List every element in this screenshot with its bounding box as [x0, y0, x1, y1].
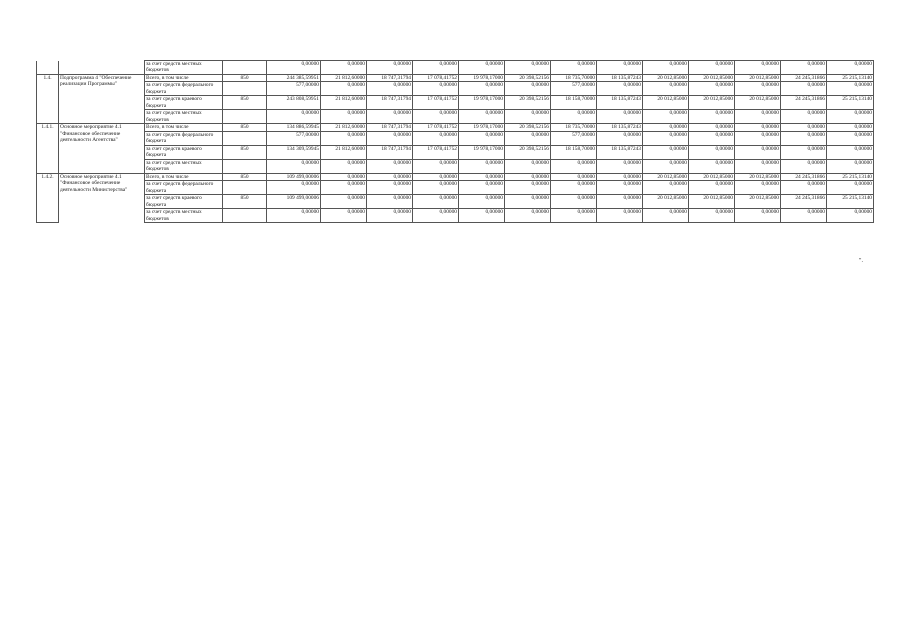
- amount-cell: 0,00000: [643, 209, 689, 223]
- amount-cell: 0,00000: [321, 82, 367, 96]
- budget-code-cell: 850: [223, 124, 267, 131]
- funding-source-cell: за счет средств краевого бюджета: [145, 195, 223, 209]
- amount-cell: 0,00000: [735, 131, 781, 145]
- program-name-cell: Подпрограмма 4 "Обеспечение реализации Программы": [59, 75, 145, 124]
- budget-code-cell: [223, 110, 267, 124]
- amount-cell: 21 812,60000: [321, 75, 367, 82]
- amount-cell: 0,00000: [827, 181, 874, 195]
- amount-cell: 0,00000: [321, 173, 367, 180]
- amount-cell: 0,00000: [735, 181, 781, 195]
- amount-cell: 109 499,00006: [267, 195, 321, 209]
- amount-cell: 0,00000: [321, 110, 367, 124]
- amount-cell: 0,00000: [459, 82, 505, 96]
- amount-cell: 577,00000: [551, 131, 597, 145]
- amount-cell: 0,00000: [505, 159, 551, 173]
- amount-cell: 0,00000: [267, 110, 321, 124]
- amount-cell: 0,00000: [827, 209, 874, 223]
- amount-cell: 0,00000: [643, 159, 689, 173]
- amount-cell: 18 135,87243: [597, 145, 643, 159]
- amount-cell: 18 135,87243: [597, 96, 643, 110]
- table-row: [37, 61, 874, 75]
- amount-cell: 134 309,59945: [267, 145, 321, 159]
- amount-cell: 18 747,31794: [367, 124, 413, 131]
- row-number-cell: 1.4.2.: [37, 173, 59, 222]
- budget-code-cell: 850: [223, 173, 267, 180]
- funding-source-cell: за счет средств местных бюджетов: [145, 110, 223, 124]
- amount-cell: 20 012,85000: [643, 96, 689, 110]
- amount-cell: 0,00000: [689, 159, 735, 173]
- amount-cell: 0,00000: [735, 209, 781, 223]
- amount-cell: 0,00000: [505, 195, 551, 209]
- amount-cell: 0,00000: [781, 110, 827, 124]
- amount-cell: 17 078,41752: [413, 145, 459, 159]
- amount-cell: 0,00000: [367, 110, 413, 124]
- funding-source-cell: за счет средств местных бюджетов: [145, 209, 223, 223]
- amount-cell: 0,00000: [827, 61, 874, 75]
- funding-source-cell: за счет средств местных бюджетов: [145, 159, 223, 173]
- amount-cell: 577,00000: [267, 82, 321, 96]
- amount-cell: 0,00000: [689, 181, 735, 195]
- amount-cell: 0,00000: [367, 173, 413, 180]
- amount-cell: 20 398,52156: [505, 145, 551, 159]
- amount-cell: 0,00000: [735, 124, 781, 131]
- amount-cell: 0,00000: [781, 159, 827, 173]
- amount-cell: 0,00000: [735, 82, 781, 96]
- amount-cell: 0,00000: [505, 82, 551, 96]
- amount-cell: 0,00000: [643, 82, 689, 96]
- amount-cell: 19 978,17000: [459, 75, 505, 82]
- amount-cell: 0,00000: [459, 61, 505, 75]
- funding-source-cell: за счет средств краевого бюджета: [145, 96, 223, 110]
- table-row: [37, 145, 874, 159]
- amount-cell: 20 398,52156: [505, 124, 551, 131]
- amount-cell: 0,00000: [267, 61, 321, 75]
- amount-cell: 24 245,31866: [781, 75, 827, 82]
- amount-cell: 20 012,85000: [735, 173, 781, 180]
- amount-cell: 0,00000: [551, 110, 597, 124]
- amount-cell: 20 398,52156: [505, 96, 551, 110]
- amount-cell: 0,00000: [597, 181, 643, 195]
- amount-cell: 0,00000: [321, 159, 367, 173]
- amount-cell: 0,00000: [781, 145, 827, 159]
- amount-cell: 0,00000: [827, 159, 874, 173]
- amount-cell: 0,00000: [827, 131, 874, 145]
- amount-cell: 0,00000: [413, 173, 459, 180]
- table-row: [37, 173, 874, 180]
- amount-cell: 25 215,13140: [827, 195, 874, 209]
- row-number-cell: [37, 61, 59, 75]
- amount-cell: 0,00000: [735, 61, 781, 75]
- row-number-cell: 1.4.: [37, 75, 59, 124]
- funding-source-cell: Всего, в том числе: [145, 124, 223, 131]
- amount-cell: 0,00000: [827, 124, 874, 131]
- amount-cell: 0,00000: [321, 61, 367, 75]
- table-row: [37, 96, 874, 110]
- budget-code-cell: [223, 131, 267, 145]
- budget-code-cell: 850: [223, 195, 267, 209]
- amount-cell: 0,00000: [505, 209, 551, 223]
- amount-cell: 0,00000: [597, 159, 643, 173]
- amount-cell: 0,00000: [689, 82, 735, 96]
- amount-cell: 0,00000: [505, 181, 551, 195]
- amount-cell: 0,00000: [827, 145, 874, 159]
- amount-cell: 244 385,59951: [267, 75, 321, 82]
- program-name-cell: [59, 61, 145, 75]
- amount-cell: 0,00000: [643, 181, 689, 195]
- funding-source-cell: за счет средств федерального бюджета: [145, 181, 223, 195]
- amount-cell: 0,00000: [551, 209, 597, 223]
- amount-cell: 0,00000: [689, 209, 735, 223]
- amount-cell: 0,00000: [735, 159, 781, 173]
- amount-cell: 0,00000: [551, 61, 597, 75]
- budget-code-cell: 850: [223, 145, 267, 159]
- amount-cell: 0,00000: [459, 110, 505, 124]
- amount-cell: 0,00000: [689, 110, 735, 124]
- amount-cell: 0,00000: [781, 131, 827, 145]
- amount-cell: 0,00000: [505, 110, 551, 124]
- budget-code-cell: [223, 159, 267, 173]
- budget-code-cell: [223, 61, 267, 75]
- program-name-cell: Основное мероприятие 4.1 "Финансовое обеспечение деятельности Министерства": [59, 173, 145, 222]
- funding-source-cell: за счет средств краевого бюджета: [145, 145, 223, 159]
- amount-cell: 20 398,52156: [505, 75, 551, 82]
- amount-cell: 0,00000: [551, 181, 597, 195]
- funding-source-cell: Всего, в том числе: [145, 75, 223, 82]
- amount-cell: 21 812,60000: [321, 96, 367, 110]
- amount-cell: 0,00000: [643, 145, 689, 159]
- amount-cell: 18 747,31794: [367, 145, 413, 159]
- amount-cell: 0,00000: [643, 124, 689, 131]
- amount-cell: 0,00000: [689, 124, 735, 131]
- amount-cell: 0,00000: [551, 173, 597, 180]
- amount-cell: 0,00000: [413, 159, 459, 173]
- amount-cell: 134 886,59945: [267, 124, 321, 131]
- amount-cell: 0,00000: [597, 209, 643, 223]
- amount-cell: 18 158,70000: [551, 145, 597, 159]
- amount-cell: 0,00000: [781, 124, 827, 131]
- budget-code-cell: [223, 82, 267, 96]
- amount-cell: 0,00000: [643, 110, 689, 124]
- amount-cell: 19 978,17000: [459, 124, 505, 131]
- amount-cell: 25 215,13140: [827, 75, 874, 82]
- amount-cell: 0,00000: [413, 195, 459, 209]
- amount-cell: 20 012,85000: [735, 75, 781, 82]
- amount-cell: 0,00000: [367, 181, 413, 195]
- amount-cell: 18 747,31794: [367, 75, 413, 82]
- amount-cell: 0,00000: [735, 110, 781, 124]
- amount-cell: 0,00000: [597, 82, 643, 96]
- amount-cell: 17 078,41752: [413, 96, 459, 110]
- amount-cell: 0,00000: [367, 195, 413, 209]
- amount-cell: 24 245,31866: [781, 195, 827, 209]
- amount-cell: 0,00000: [321, 131, 367, 145]
- amount-cell: 0,00000: [551, 159, 597, 173]
- amount-cell: 0,00000: [367, 61, 413, 75]
- table-row: [37, 159, 874, 173]
- table-row: [37, 75, 874, 82]
- amount-cell: 0,00000: [459, 173, 505, 180]
- amount-cell: 19 978,17000: [459, 96, 505, 110]
- amount-cell: 0,00000: [413, 131, 459, 145]
- amount-cell: 577,00000: [267, 131, 321, 145]
- amount-cell: 577,00000: [551, 82, 597, 96]
- amount-cell: 25 215,13140: [827, 173, 874, 180]
- amount-cell: 0,00000: [321, 209, 367, 223]
- table-row: [37, 124, 874, 131]
- amount-cell: 24 245,31866: [781, 173, 827, 180]
- amount-cell: 0,00000: [597, 131, 643, 145]
- amount-cell: 20 012,85000: [643, 173, 689, 180]
- amount-cell: 25 215,13140: [827, 96, 874, 110]
- amount-cell: 20 012,85000: [643, 75, 689, 82]
- table-row: [37, 110, 874, 124]
- table-row: [37, 82, 874, 96]
- amount-cell: 0,00000: [505, 173, 551, 180]
- amount-cell: 0,00000: [367, 209, 413, 223]
- amount-cell: 0,00000: [827, 110, 874, 124]
- amount-cell: 0,00000: [781, 209, 827, 223]
- amount-cell: 0,00000: [781, 82, 827, 96]
- amount-cell: 0,00000: [735, 145, 781, 159]
- amount-cell: 109 499,00006: [267, 173, 321, 180]
- closing-quote-mark: ".: [859, 258, 863, 264]
- amount-cell: 18 135,87243: [597, 75, 643, 82]
- amount-cell: 0,00000: [459, 181, 505, 195]
- amount-cell: 0,00000: [597, 195, 643, 209]
- amount-cell: 20 012,85000: [689, 75, 735, 82]
- amount-cell: 24 245,31866: [781, 96, 827, 110]
- funding-source-cell: Всего, в том числе: [145, 173, 223, 180]
- amount-cell: 20 012,85000: [643, 195, 689, 209]
- amount-cell: 0,00000: [643, 131, 689, 145]
- row-number-cell: 1.4.1.: [37, 124, 59, 173]
- amount-cell: 0,00000: [689, 131, 735, 145]
- amount-cell: 0,00000: [505, 131, 551, 145]
- amount-cell: 0,00000: [689, 61, 735, 75]
- amount-cell: 0,00000: [413, 209, 459, 223]
- amount-cell: 21 812,60000: [321, 124, 367, 131]
- budget-code-cell: 850: [223, 96, 267, 110]
- amount-cell: 0,00000: [597, 173, 643, 180]
- budget-code-cell: [223, 181, 267, 195]
- funding-source-cell: за счет средств федерального бюджета: [145, 82, 223, 96]
- amount-cell: 0,00000: [413, 181, 459, 195]
- amount-cell: 0,00000: [505, 61, 551, 75]
- amount-cell: 0,00000: [827, 82, 874, 96]
- funding-source-cell: за счет средств федерального бюджета: [145, 131, 223, 145]
- budget-code-cell: 850: [223, 75, 267, 82]
- amount-cell: 20 012,85000: [689, 173, 735, 180]
- amount-cell: 243 808,59951: [267, 96, 321, 110]
- amount-cell: 0,00000: [459, 159, 505, 173]
- amount-cell: 0,00000: [689, 145, 735, 159]
- program-name-cell: Основное мероприятие 4.1 "Финансовое обеспечение деятельности Агентства": [59, 124, 145, 173]
- amount-cell: 17 078,41752: [413, 75, 459, 82]
- amount-cell: 0,00000: [459, 131, 505, 145]
- amount-cell: 0,00000: [367, 159, 413, 173]
- amount-cell: 0,00000: [781, 181, 827, 195]
- amount-cell: 18 747,31794: [367, 96, 413, 110]
- amount-cell: 0,00000: [597, 61, 643, 75]
- amount-cell: 0,00000: [413, 110, 459, 124]
- amount-cell: 0,00000: [321, 181, 367, 195]
- amount-cell: 20 012,85000: [735, 195, 781, 209]
- budget-code-cell: [223, 209, 267, 223]
- amount-cell: 0,00000: [367, 82, 413, 96]
- amount-cell: 0,00000: [367, 131, 413, 145]
- budget-table: [36, 60, 874, 223]
- amount-cell: 20 012,85000: [735, 96, 781, 110]
- amount-cell: 0,00000: [597, 110, 643, 124]
- amount-cell: 18 735,70000: [551, 75, 597, 82]
- amount-cell: 0,00000: [267, 209, 321, 223]
- amount-cell: 18 735,70000: [551, 124, 597, 131]
- amount-cell: 0,00000: [413, 82, 459, 96]
- amount-cell: 0,00000: [459, 209, 505, 223]
- table-row: [37, 195, 874, 209]
- amount-cell: 17 078,41752: [413, 124, 459, 131]
- amount-cell: 18 135,87243: [597, 124, 643, 131]
- table-row: [37, 131, 874, 145]
- table-row: [37, 209, 874, 223]
- amount-cell: 0,00000: [321, 195, 367, 209]
- budget-table-body: [37, 61, 874, 223]
- amount-cell: 0,00000: [781, 61, 827, 75]
- table-row: [37, 181, 874, 195]
- amount-cell: 18 158,70000: [551, 96, 597, 110]
- amount-cell: 0,00000: [267, 181, 321, 195]
- amount-cell: 0,00000: [413, 61, 459, 75]
- amount-cell: 0,00000: [459, 195, 505, 209]
- amount-cell: 0,00000: [267, 159, 321, 173]
- amount-cell: 20 012,85000: [689, 195, 735, 209]
- funding-source-cell: за счет средств местных бюджетов: [145, 61, 223, 75]
- amount-cell: 20 012,85000: [689, 96, 735, 110]
- amount-cell: 0,00000: [551, 195, 597, 209]
- amount-cell: 19 978,17000: [459, 145, 505, 159]
- amount-cell: 0,00000: [643, 61, 689, 75]
- amount-cell: 21 812,60000: [321, 145, 367, 159]
